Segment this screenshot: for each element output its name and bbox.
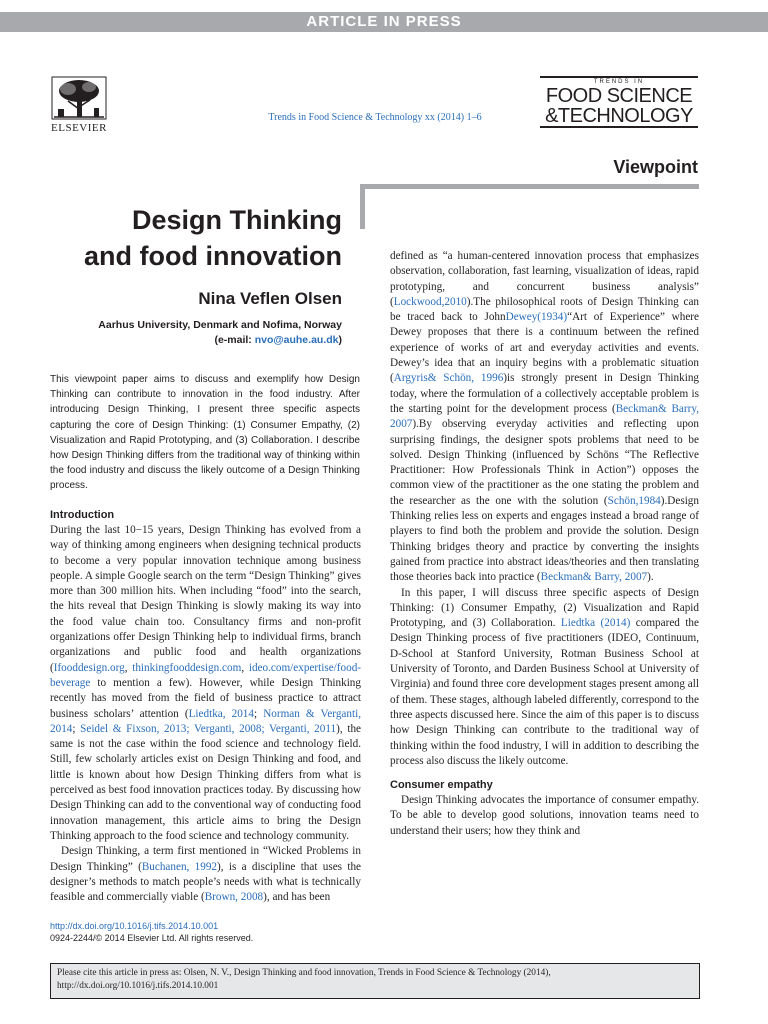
body-column-left	[50, 508, 361, 905]
ref-link[interactable]: Buchanen, 1992	[141, 860, 218, 873]
article-title	[40, 202, 342, 274]
title-line-1: Design Thinking	[131, 205, 342, 235]
abstract: This viewpoint paper aims to discuss and exemplify how Design Thinking can contribute to innovation in the food industry. After introducing Design Thinking, I present three specific aspects capturing the core of Design Thinking: (1) Consumer Empathy, (2) Visualization and Rapid Prototyping, and (3) Collaboration. I describe how Design Thinking differs from the traditional way of thinking within the food industry and discuss the likely outcome of a Design Thinking process.	[50, 374, 360, 492]
text-span: ).	[647, 571, 654, 584]
ref-link[interactable]: Beckman	[540, 571, 583, 584]
text-span: to mention a few). However, while Design Thinking recently has moved from the field of business practice to attract business scholars’ attention (	[50, 676, 361, 720]
paragraph-1	[50, 523, 361, 844]
email-prefix: (e-mail:	[214, 334, 255, 346]
text-span: Design Thinking relies less on experts and engages instead a broad range of players to find both the problem and provide the solution. Design Thinking bridges theory and practice by converting the insights gained from practice into abstract ideas/theories and then translating those theories back into practice (	[390, 494, 699, 584]
publisher-logo	[50, 75, 108, 134]
ref-link[interactable]: Schön,	[607, 494, 639, 507]
consumer-empathy-heading: Consumer empathy	[390, 779, 493, 792]
ref-link[interactable]: Ifooddesign.org	[53, 661, 125, 674]
article-in-press-banner: ARTICLE IN PRESS	[0, 12, 768, 32]
publisher-name: ELSEVIER	[51, 122, 107, 134]
text-span: ).	[412, 418, 419, 431]
ref-link[interactable]: Lockwood,	[393, 295, 445, 308]
doi-link[interactable]: http://dx.doi.org/10.1016/j.tifs.2014.10.001	[50, 921, 219, 931]
text-span: ), and has been	[263, 891, 331, 904]
text-span: The philosophical roots of Design Thinking can be traced back to John	[390, 295, 699, 324]
paragraph-2-continued	[390, 249, 699, 586]
ref-link[interactable]: Seidel & Fixson, 2013; Verganti, 2008; Verganti, 2011	[80, 722, 337, 735]
citation-box: Please cite this article in press as: Olsen, N. V., Design Thinking and food innovation, Trends in Food Science & Technology (2014), http://dx.doi.org/10.1016/j.tifs.2014.10.001	[50, 963, 700, 999]
ref-link[interactable]: & Schön, 1996	[427, 372, 504, 385]
ref-link[interactable]: Norman & Verganti, 2014	[50, 707, 361, 735]
ref-link[interactable]: Argyris	[393, 372, 428, 385]
text-span: compared the Design Thinking process of five practitioners (IDEO, Continuum, D-School at Stanford University, Rotman Business School at University of Toronto, and Darden Business School at University of Virginia) and found three core development stages present among all of them. These stages, although labeled differently, correspond to the three aspects discussed here. Since the aim of this paper is to discuss how Design Thinking can contribute to the traditional way of thinking within the food industry, I will in addition to describing the process also discuss the likely outcome.	[390, 617, 699, 767]
ref-link[interactable]: Brown, 2008	[204, 891, 264, 904]
journal-logo-line2: &TECHNOLOGY	[545, 105, 693, 127]
text-span: ).	[660, 494, 668, 507]
journal-reference[interactable]: Trends in Food Science & Technology xx (2014) 1–6	[268, 112, 482, 123]
doi-block	[50, 920, 360, 944]
elsevier-tree-icon	[50, 75, 108, 121]
text-span: Design Thinking, a term first mentioned in “Wicked Problems in Design Thinking” (	[50, 845, 361, 873]
ref-link[interactable]: thinkingfooddesign.com	[132, 661, 242, 674]
introduction-heading: Introduction	[50, 509, 115, 521]
ref-link[interactable]: 2010	[444, 295, 467, 308]
ref-link[interactable]: (1934)	[537, 311, 568, 324]
paragraph-2	[50, 844, 361, 905]
journal-logo	[540, 76, 698, 128]
email-line	[40, 333, 342, 348]
email-link[interactable]: nvo@auhe.au.dk	[254, 334, 339, 346]
ref-link[interactable]: Liedtka (2014)	[560, 617, 631, 630]
text-span: During the last 10−15 years, Design Thinking has evolved from a way of thinking among engineers when designing technical products to become a very popular innovation technique among business people. A simple Google search on the term “Design Thinking” gives more than 300 million hits. When including “food” into the search, the hits reveal that Design Thinking is slowly making its way into the food value chain too. Consultancy firms and non-profit organizations offer Design Thinking help to individual firms, branch organizations and public food and health organizations (	[50, 524, 361, 674]
ref-link[interactable]: ideo.com/expertise/food-beverage	[50, 661, 362, 689]
section-label: Viewpoint	[613, 157, 698, 177]
title-line-2: and food innovation	[84, 241, 342, 271]
journal-logo-small: TRENDS IN	[593, 79, 645, 85]
paragraph-4: Design Thinking advocates the importance of consumer empathy. To be able to develop good solutions, innovation teams need to understand their users; how they think and	[390, 794, 699, 837]
paragraph-3	[390, 586, 699, 770]
text-span: By observing everyday activities and reflecting upon surprising findings, the designer spots problems that need to be solved. Design Thinking (influenced by Schöns “The Reflective Practitioner: How Professionals Think in Action”) opposes the common view of the practitioner as the one stating the problem and the researcher as the one with the solution (	[390, 418, 699, 507]
text-span: ,	[124, 661, 133, 674]
ref-link[interactable]: Beckman	[615, 402, 658, 415]
text-span: “Art of Experience” where Dewey proposes that there is a continuum between the refined experience of works of art and everyday activities and events. Dewey’s idea that an inquiry begins with a problematic situation (	[390, 311, 699, 385]
text-span: defined as “a human-centered innovation process that emphasizes observation, collaboration, fast learning, visualization of ideas, rapid prototyping, and concurrent business analysis” (	[390, 250, 699, 308]
text-span: ), the same is not the case within the food science and technology field. Still, few scholarly articles exist on Design Thinking and food, and little is known about how Design Thinking differs from what is perceived as best food innovation practices today. By discussing how Design Thinking can add to the conventional way of conducting food innovation management, this article aims to bring the Design Thinking approach to the food science and technology community.	[50, 722, 361, 842]
ref-link[interactable]: 1984	[638, 494, 661, 507]
text-span: ), is a discipline that uses the designer’s methods to match people’s needs with what is technically feasible and commercially viable (	[50, 860, 362, 904]
section-rule-horizontal	[360, 184, 699, 189]
ref-link[interactable]: Liedtka, 2014	[188, 707, 254, 720]
text-span: is strongly present in Design Thinking today, where the formulation of a collectively acceptable problem is the starting point for the development process (	[390, 372, 700, 415]
copyright-line: 0924-2244/© 2014 Elsevier Ltd. All rights reserved.	[50, 933, 254, 943]
text-span: ;	[254, 707, 264, 720]
body-column-right	[390, 249, 699, 839]
text-span: ).	[466, 295, 474, 308]
author-name: Nina Veflen Olsen	[198, 289, 342, 308]
ref-link[interactable]: & Barry, 2007	[582, 571, 648, 584]
text-span: )	[503, 372, 508, 385]
ref-link[interactable]: Dewey	[505, 311, 538, 324]
text-span: In this paper, I will discuss three specific aspects of Design Thinking: (1) Consumer Empathy, (2) Visualization and Rapid Prototyping, and (3) Collaboration.	[390, 586, 699, 630]
text-span: ;	[72, 722, 81, 735]
text-span: ,	[241, 661, 249, 674]
ref-link[interactable]: & Barry, 2007	[390, 402, 699, 431]
affiliation-text: Aarhus University, Denmark and Nofima, Norway	[98, 319, 342, 331]
email-suffix: )	[338, 334, 342, 346]
section-rule-vertical	[360, 184, 365, 229]
author-affiliation	[40, 318, 342, 348]
journal-logo-line1: FOOD SCIENCE	[545, 85, 693, 107]
